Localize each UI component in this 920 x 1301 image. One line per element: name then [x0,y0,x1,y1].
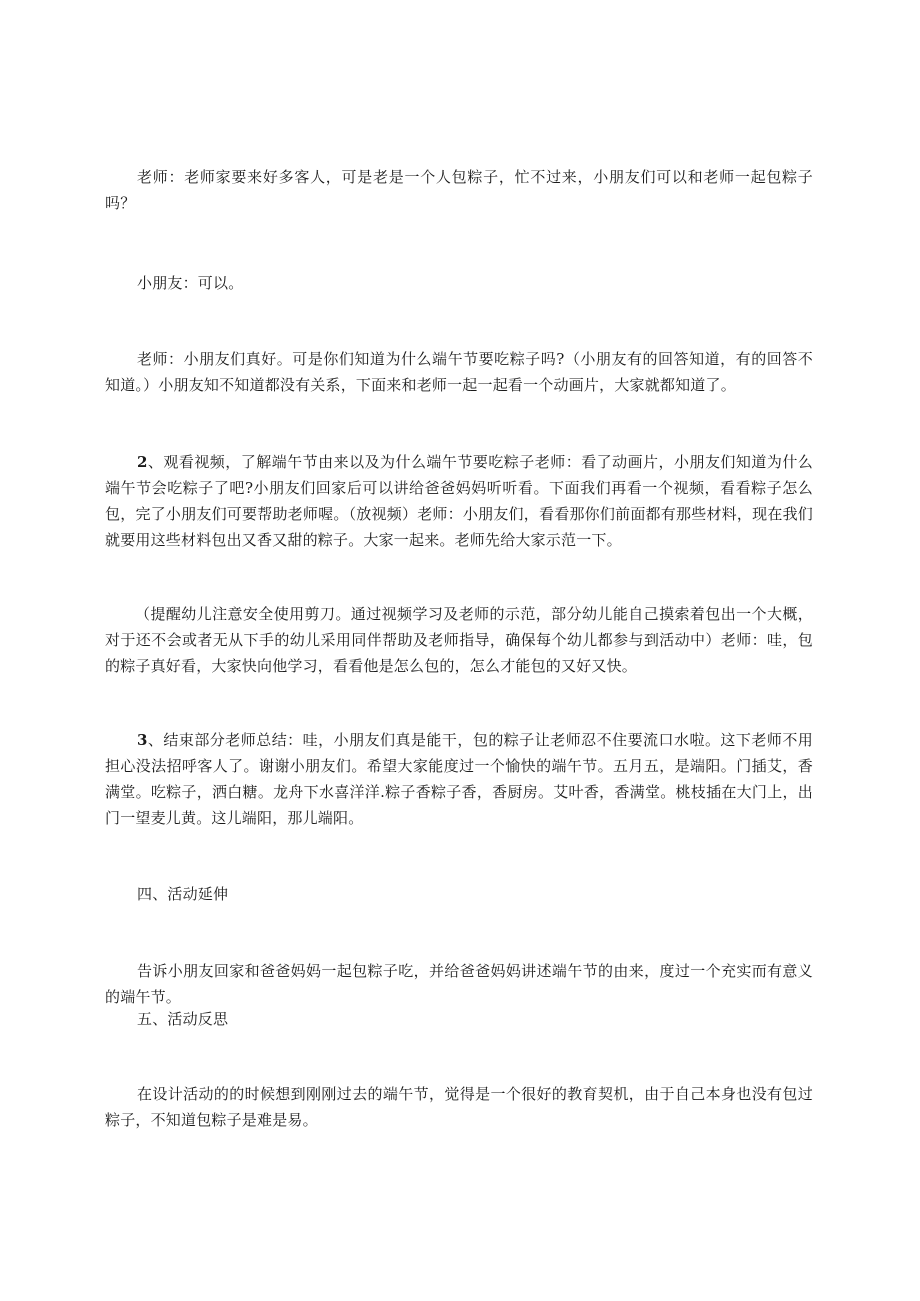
paragraph-teacher-intro: 老师：老师家要来好多客人，可是老是一个人包粽子，忙不过来，小朋友们可以和老师一起包粽子吗？ [105,168,813,212]
paragraph-children-reply: 小朋友：可以。 [137,274,244,292]
paragraph-extension: 告诉小朋友回家和爸爸妈妈一起包粽子吃，并给爸爸妈妈讲述端午节的由来，度过一个充实而有意义的端午节。 [105,962,813,1006]
step-number: 3 [137,731,148,749]
step-number: 2 [137,453,148,471]
section-heading-reflection: 五、活动反思 [137,1010,229,1028]
step-text: 、结束部分老师总结：哇，小朋友们真是能干，包的粽子让老师忍不住要流口水啦。这下老师不用担心没法招呼客人了。谢谢小朋友们。希望大家能度过一个愉快的端午节。五月五，是端阳。门插艾，香满堂。吃粽子，洒白糖。龙舟下水喜洋洋.粽子香粽子香，香厨房。艾叶香，香满堂。桃枝插在大门上，出门一望麦儿黄。这儿端阳，那儿端阳。 [105,731,813,827]
section-heading-extension: 四、活动延伸 [137,885,229,903]
paragraph-reflection: 在设计活动的的时候想到刚刚过去的端午节，觉得是一个很好的教育契机，由于自己本身也没有包过粽子，不知道包粽子是难是易。 [105,1085,813,1129]
paragraph-safety-note: （提醒幼儿注意安全使用剪刀。通过视频学习及老师的示范，部分幼儿能自己摸索着包出一个大概，对于还不会或者无从下手的幼儿采用同伴帮助及老师指导，确保每个幼儿都参与到活动中）老师：哇，包的粽子真好看，大家快向他学习，看看他是怎么包的，怎么才能包的又好又快。 [105,605,813,675]
paragraph-teacher-question: 老师：小朋友们真好。可是你们知道为什么端午节要吃粽子吗?（小朋友有的回答知道，有的回答不知道。）小朋友知不知道都没有关系，下面来和老师一起一起看一个动画片，大家就都知道了。 [105,350,813,394]
paragraph-step-2 [105,449,813,553]
paragraph-step-3 [105,727,813,831]
step-text: 、观看视频，了解端午节由来以及为什么端午节要吃粽子老师：看了动画片，小朋友们知道为什么端午节会吃粽子了吧?小朋友们回家后可以讲给爸爸妈妈听听看。下面我们再看一个视频，看看粽子怎么包，完了小朋友们可要帮助老师喔。（放视频）老师：小朋友们，看看那你们前面都有那些材料，现在我们就要用这些材料包出又香又甜的粽子。大家一起来。老师先给大家示范一下。 [105,453,813,549]
